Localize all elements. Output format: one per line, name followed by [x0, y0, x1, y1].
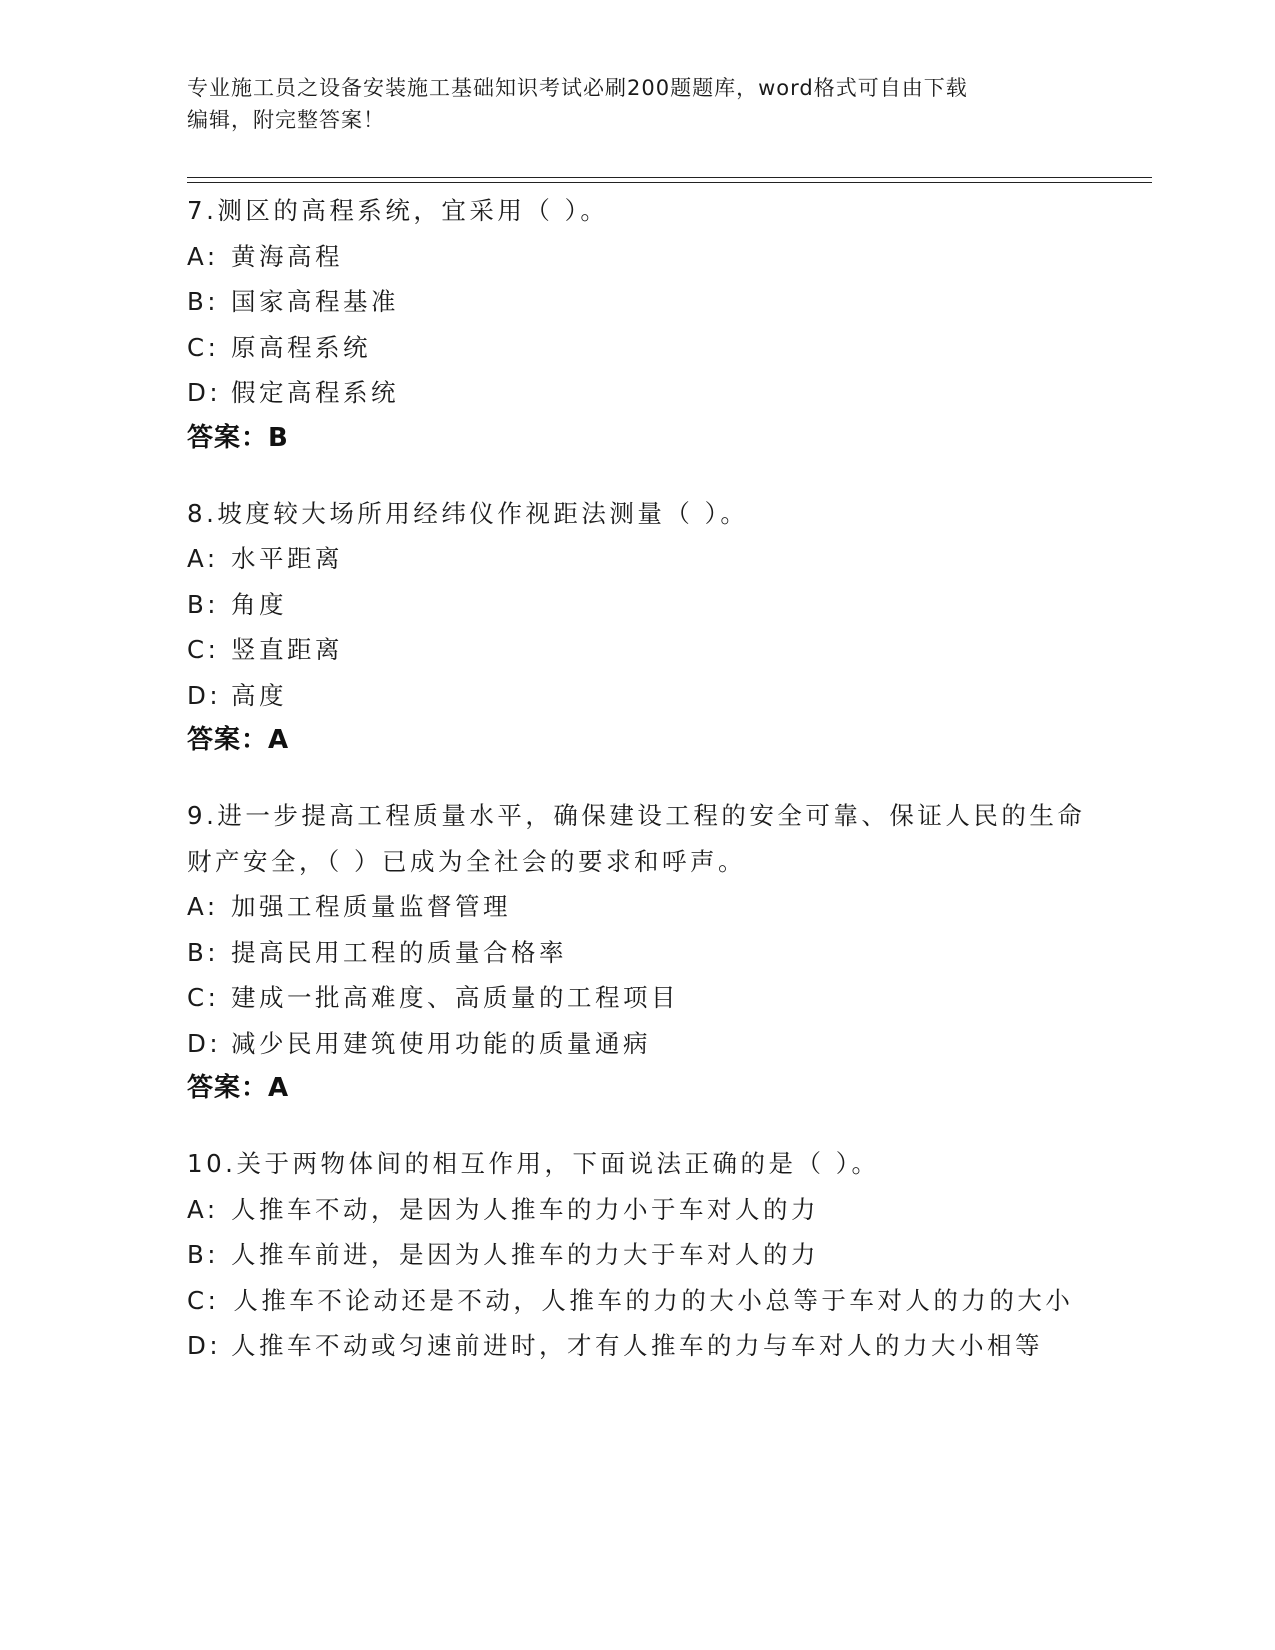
document-header — [187, 72, 1087, 136]
option-a — [187, 884, 1087, 930]
question-stem: 10.关于两物体间的相互作用，下面说法正确的是（ ）。 — [187, 1149, 880, 1178]
option-c — [187, 975, 1087, 1021]
question-stem: 9.进一步提高工程质量水平，确保建设工程的安全可靠、保证人民的生命财产安全，（ ）已成为全社会的要求和呼声。 — [187, 801, 1086, 876]
option-key: B: — [187, 1240, 220, 1269]
option-d — [187, 1021, 1087, 1067]
option-key: B: — [187, 937, 220, 967]
option-text: 竖直距离 — [231, 635, 343, 664]
option-text: 人推车不动或匀速前进时，才有人推车的力与车对人的力大小相等 — [231, 1331, 1043, 1360]
option-text: 水平距离 — [231, 544, 343, 573]
option-key: A: — [187, 1194, 219, 1224]
answer-label: 答案：B — [187, 422, 289, 453]
option-c — [187, 627, 1087, 673]
option-b — [187, 582, 1087, 628]
header-line-1: 专业施工员之设备安装施工基础知识考试必刷200题题库，word格式可自由下载 — [187, 76, 968, 100]
header-rule-bottom — [187, 182, 1152, 183]
option-c — [187, 1278, 1087, 1324]
question-10 — [187, 1141, 1087, 1369]
option-a — [187, 536, 1087, 582]
option-text: 人推车不动，是因为人推车的力小于车对人的力 — [231, 1194, 819, 1224]
question-stem: 8.坡度较大场所用经纬仪作视距法测量（ ）。 — [187, 498, 749, 528]
option-key: B: — [187, 287, 220, 316]
option-d — [187, 673, 1087, 719]
option-text: 假定高程系统 — [231, 378, 399, 407]
option-key: A: — [187, 892, 219, 921]
option-text: 建成一批高难度、高质量的工程项目 — [231, 983, 679, 1012]
option-text: 黄海高程 — [231, 241, 343, 271]
option-key: C: — [187, 1285, 220, 1315]
question-list — [187, 188, 1087, 1399]
option-a — [187, 234, 1087, 280]
answer-label: 答案：A — [187, 1073, 290, 1103]
option-key: C: — [187, 983, 220, 1012]
option-text: 国家高程基准 — [231, 287, 399, 316]
option-d — [187, 370, 1087, 416]
question-stem: 7.测区的高程系统，宜采用（ ）。 — [187, 196, 609, 225]
option-c — [187, 325, 1087, 371]
option-key: D: — [187, 378, 222, 407]
option-text: 加强工程质量监督管理 — [231, 892, 511, 921]
option-key: C: — [187, 635, 220, 664]
header-line-2: 编辑，附完整答案！ — [187, 108, 385, 132]
option-key: D: — [187, 1331, 222, 1360]
option-text: 提高民用工程的质量合格率 — [231, 937, 567, 967]
question-9 — [187, 793, 1087, 1111]
option-key: D: — [187, 1028, 222, 1058]
answer-label: 答案：A — [187, 725, 290, 755]
option-b — [187, 279, 1087, 325]
option-b — [187, 930, 1087, 976]
option-d — [187, 1323, 1087, 1369]
option-a — [187, 1187, 1087, 1233]
question-8 — [187, 491, 1087, 764]
option-key: B: — [187, 589, 220, 619]
header-rule-top — [187, 177, 1152, 178]
option-text: 减少民用建筑使用功能的质量通病 — [231, 1028, 651, 1058]
option-key: D: — [187, 680, 222, 710]
option-key: A: — [187, 544, 219, 573]
option-key: C: — [187, 332, 220, 362]
question-7 — [187, 188, 1087, 461]
option-b — [187, 1232, 1087, 1278]
option-key: A: — [187, 241, 219, 271]
option-text: 人推车不论动还是不动，人推车的力的大小总等于车对人的力的大小 — [233, 1285, 1074, 1315]
option-text: 高度 — [231, 680, 287, 710]
option-text: 角度 — [231, 589, 287, 619]
option-text: 原高程系统 — [231, 332, 371, 362]
option-text: 人推车前进，是因为人推车的力大于车对人的力 — [231, 1240, 819, 1269]
